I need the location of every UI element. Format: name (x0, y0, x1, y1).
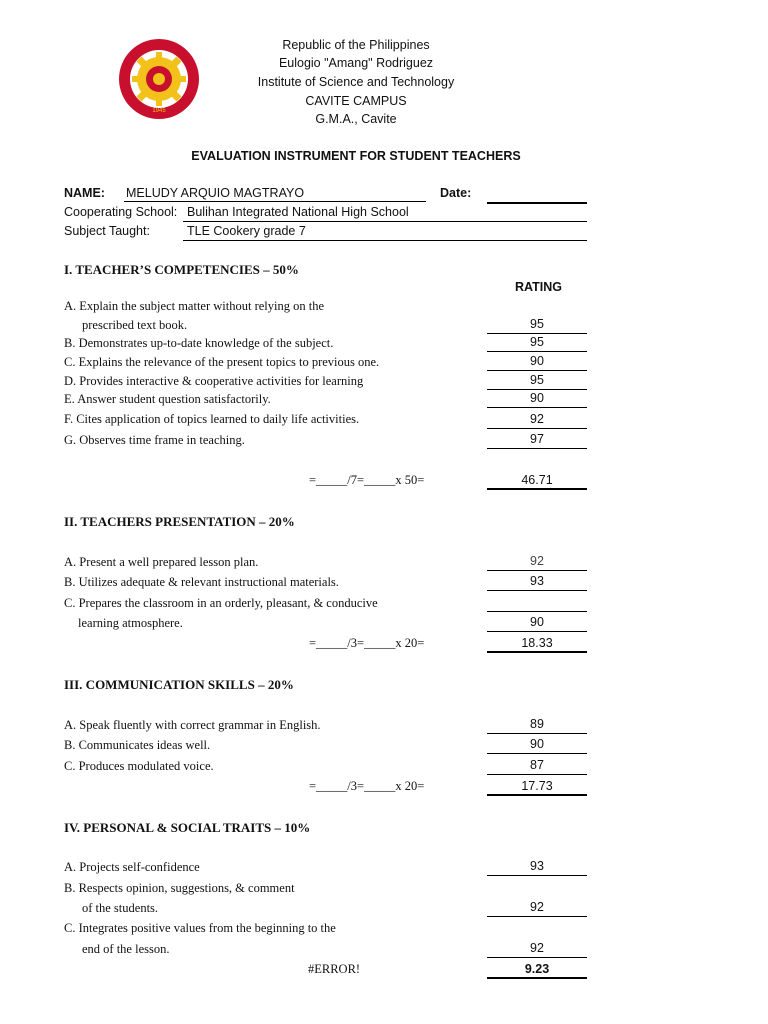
rating-line (487, 428, 587, 429)
school-label: Cooperating School: (64, 205, 178, 219)
header-campus: CAVITE CAMPUS (305, 94, 407, 108)
total-line (487, 794, 587, 796)
section-1-item-b: B. Demonstrates up-to-date knowledge of the subject. (64, 336, 334, 350)
section-1-item-a-cont: prescribed text book. (82, 318, 188, 332)
section-3-title: III. COMMUNICATION SKILLS – 20% (64, 677, 294, 692)
rating-line (487, 389, 587, 390)
rating-line (487, 570, 587, 571)
rating-line (487, 774, 587, 775)
rating-line (487, 611, 587, 612)
rating-line (487, 875, 587, 876)
section-1-rating-b: 95 (530, 335, 544, 349)
name-label: NAME: (64, 186, 105, 200)
section-4-rating-b: 92 (530, 900, 544, 914)
section-4-title: IV. PERSONAL & SOCIAL TRAITS – 10% (64, 820, 311, 835)
subject-value: TLE Cookery grade 7 (187, 224, 306, 238)
section-4-item-b: B. Respects opinion, suggestions, & comment (64, 881, 295, 895)
section-4-item-b-cont: of the students. (82, 901, 159, 915)
section-1-rating-e: 90 (530, 391, 544, 405)
section-3-item-b: B. Communicates ideas well. (64, 738, 211, 752)
school-underline (183, 221, 587, 222)
rating-line (487, 733, 587, 734)
section-1-rating-g: 97 (530, 432, 544, 446)
total-line (487, 977, 587, 979)
section-1-item-g: G. Observes time frame in teaching. (64, 433, 245, 447)
total-line (487, 488, 587, 490)
section-1-item-c: C. Explains the relevance of the present topics to previous one. (64, 355, 380, 369)
section-3-rating-c: 87 (530, 758, 544, 772)
rating-line (487, 407, 587, 408)
date-underline (487, 202, 587, 204)
section-1-item-f: F. Cites application of topics learned to daily life activities. (64, 412, 360, 426)
name-value: MELUDY ARQUIO MAGTRAYO (126, 186, 305, 200)
section-1-item-a: A. Explain the subject matter without relying on the (64, 299, 325, 313)
section-1-rating-a: 95 (530, 317, 544, 331)
rating-line (487, 370, 587, 371)
section-1-formula: =_____/7=_____x 50= (309, 473, 425, 487)
section-2-rating-a: 92 (530, 554, 544, 568)
section-3-item-a: A. Speak fluently with correct grammar in English. (64, 718, 321, 732)
section-1-title: I. TEACHER’S COMPETENCIES – 50% (64, 262, 299, 277)
section-2-total: 18.33 (521, 636, 553, 650)
date-label: Date: (440, 186, 472, 200)
section-1-rating-d: 95 (530, 373, 544, 387)
section-2-item-c: C. Prepares the classroom in an orderly, pleasant, & conducive (64, 596, 378, 610)
rating-line (487, 448, 587, 449)
section-3-rating-b: 90 (530, 737, 544, 751)
section-1-rating-f: 92 (530, 412, 544, 426)
section-2-item-b: B. Utilizes adequate & relevant instructional materials. (64, 575, 339, 589)
total-line (487, 651, 587, 653)
subject-underline (183, 240, 587, 241)
section-3-total: 17.73 (521, 779, 553, 793)
header-location: G.M.A., Cavite (315, 112, 397, 126)
section-1-rating-c: 90 (530, 354, 544, 368)
rating-header: RATING (515, 280, 562, 294)
rating-line (487, 957, 587, 958)
section-4-rating-c: 92 (530, 941, 544, 955)
seal-year: 1945 (152, 108, 166, 114)
section-4-item-a: A. Projects self-confidence (64, 860, 200, 874)
header-republic: Republic of the Philippines (282, 38, 430, 52)
section-2-rating-b: 93 (530, 574, 544, 588)
rating-line (487, 333, 587, 334)
form-title: EVALUATION INSTRUMENT FOR STUDENT TEACHERS (191, 149, 521, 163)
section-1-item-d: D. Provides interactive & cooperative activities for learning (64, 374, 364, 388)
section-4-item-c-cont: end of the lesson. (82, 942, 170, 956)
section-3-formula: =_____/3=_____x 20= (309, 779, 425, 793)
section-2-formula: =_____/3=_____x 20= (309, 636, 425, 650)
institute-seal-logo (118, 38, 200, 120)
section-3-item-c: C. Produces modulated voice. (64, 759, 214, 773)
section-4-formula: #ERROR! (308, 962, 361, 976)
rating-line (487, 631, 587, 632)
rating-line (487, 753, 587, 754)
section-3-rating-a: 89 (530, 717, 544, 731)
section-1-item-e: E. Answer student question satisfactorily. (64, 392, 271, 406)
section-2-item-a: A. Present a well prepared lesson plan. (64, 555, 259, 569)
subject-label: Subject Taught: (64, 224, 150, 238)
rating-line (487, 351, 587, 352)
section-2-item-c-cont: learning atmosphere. (78, 616, 183, 630)
section-4-rating-a: 93 (530, 859, 544, 873)
rating-line (487, 590, 587, 591)
section-2-title: II. TEACHERS PRESENTATION – 20% (64, 514, 295, 529)
rating-line (487, 916, 587, 917)
header-institute: Institute of Science and Technology (257, 75, 455, 89)
school-value: Bulihan Integrated National High School (187, 205, 409, 219)
section-4-total: 9.23 (524, 962, 550, 976)
header-name: Eulogio "Amang" Rodriguez (278, 56, 434, 70)
section-4-item-c: C. Integrates positive values from the beginning to the (64, 921, 336, 935)
name-underline (124, 201, 426, 202)
section-2-rating-c: 90 (530, 615, 544, 629)
section-1-total: 46.71 (521, 473, 553, 487)
